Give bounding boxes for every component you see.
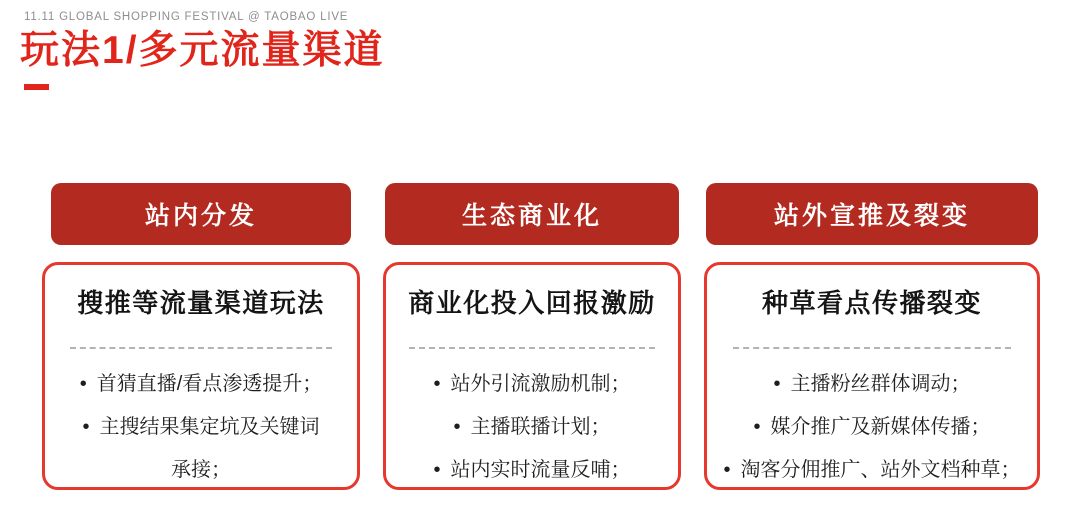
dashed-divider [409, 347, 654, 349]
columns-container [42, 183, 1040, 490]
dashed-divider [70, 347, 332, 349]
bullet-item: • 主播联播计划； [416, 406, 648, 449]
column-offsite-promotion-fission [704, 183, 1040, 490]
card-title: 搜推等流量渠道玩法 [77, 288, 325, 318]
column-onsite-distribution [42, 183, 360, 490]
title-underline [24, 84, 49, 90]
banner-onsite-distribution: 站内分发 [51, 183, 351, 245]
bullet-item: • 站外引流激励机制； [416, 363, 648, 406]
card-onsite-distribution [42, 262, 360, 490]
eyebrow-text: 11.11 GLOBAL SHOPPING FESTIVAL @ TAOBAO LIVE [24, 11, 349, 23]
card-title: 商业化投入回报激励 [408, 288, 656, 318]
card-title: 种草看点传播裂变 [761, 288, 982, 318]
bullet-item: • 主搜结果集定坑及关键词承接； [75, 406, 327, 492]
card-offsite-promotion-fission [704, 262, 1040, 490]
bullet-item: • 主播粉丝群体调动； [715, 363, 1029, 406]
page-title: 玩法1/多元流量渠道 [20, 29, 385, 72]
banner-offsite-promotion-fission: 站外宣推及裂变 [706, 183, 1038, 245]
bullet-item: • 媒介推广及新媒体传播； [715, 406, 1029, 449]
bullet-item: • 首猜直播/看点渗透提升； [75, 363, 327, 406]
bullet-list [386, 363, 678, 492]
bullet-item: • 站内实时流量反哺； [416, 449, 648, 492]
card-ecosystem-commercialization [383, 262, 681, 490]
bullet-list [45, 363, 357, 492]
bullet-item: • 淘客分佣推广、站外文档种草； [715, 449, 1029, 492]
dashed-divider [733, 347, 1010, 349]
banner-ecosystem-commercialization: 生态商业化 [385, 183, 679, 245]
bullet-list [707, 363, 1037, 492]
column-ecosystem-commercialization [383, 183, 681, 490]
